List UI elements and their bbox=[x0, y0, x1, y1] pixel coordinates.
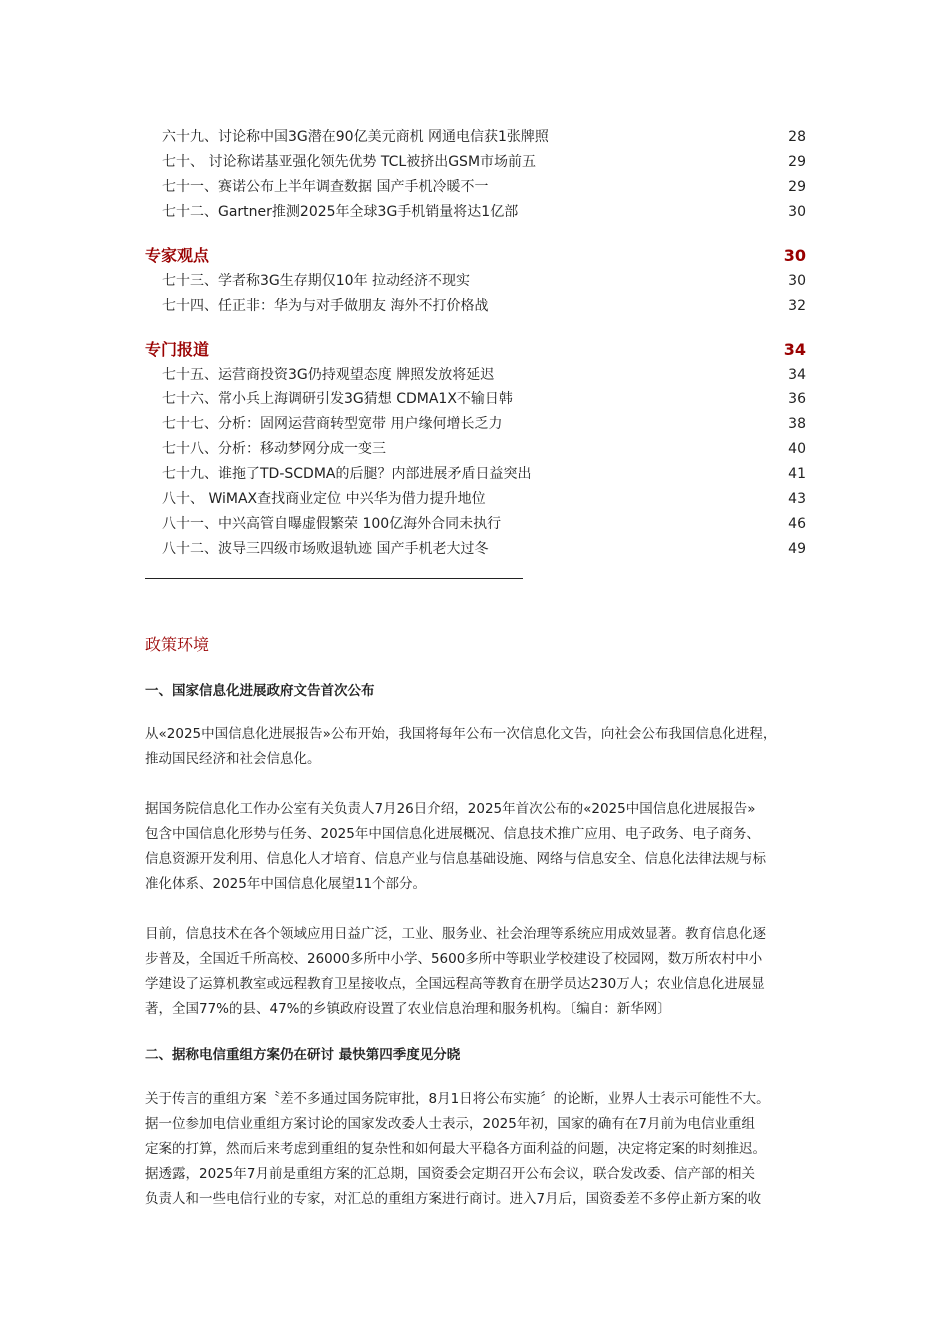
toc-item[interactable] bbox=[162, 438, 806, 460]
text-line: 据国务院信息化工作办公室有关负责人7月26日介绍，2025年首次公布的«2025中国信息化进展报告» bbox=[145, 801, 756, 817]
toc-item-page: 36 bbox=[788, 391, 806, 407]
toc-item-title: 七十七、分析：固网运营商转型宽带 用户缘何增长乏力 bbox=[162, 416, 503, 432]
toc-item[interactable] bbox=[162, 413, 806, 435]
toc-item-title: 八十、 WiMAX查找商业定位 中兴华为借力提升地位 bbox=[162, 491, 486, 507]
paragraph bbox=[145, 797, 825, 897]
paragraph bbox=[145, 1087, 825, 1212]
text-line: 步普及，全国近千所高校、26000多所中小学、5600多所中等职业学校建设了校园网，数万所农村中小 bbox=[145, 951, 763, 967]
toc-item-title: 七十五、运营商投资3G仍持观望态度 牌照发放将延迟 bbox=[162, 367, 495, 383]
toc-item-title: 七十三、学者称3G生存期仅10年 拉动经济不现实 bbox=[162, 273, 471, 289]
toc-item[interactable] bbox=[162, 463, 806, 485]
category-heading: 政策环境 bbox=[145, 635, 210, 654]
text-line: 信息资源开发利用、信息化人才培育、信息产业与信息基础设施、网络与信息安全、信息化法律法规与标 bbox=[145, 851, 766, 867]
toc-item-page: 32 bbox=[788, 298, 806, 314]
toc-item-title: 七十四、任正非：华为与对手做朋友 海外不打价格战 bbox=[162, 298, 489, 314]
toc-item-page: 29 bbox=[788, 154, 806, 170]
toc-item-page: 49 bbox=[788, 541, 806, 557]
toc-item-page: 43 bbox=[788, 491, 806, 507]
toc-section-title: 专家观点 bbox=[145, 246, 210, 265]
toc-item-page: 46 bbox=[788, 516, 806, 532]
text-line: 推动国民经济和社会信息化。 bbox=[145, 751, 321, 767]
toc-item-title: 七十、 讨论称诺基亚强化领先优势 TCL被挤出GSM市场前五 bbox=[162, 154, 537, 170]
toc-section-page: 30 bbox=[783, 246, 806, 265]
toc-item-title: 七十九、谁拖了TD-SCDMA的后腿？内部进展矛盾日益突出 bbox=[162, 466, 532, 482]
text-line: 负责人和一些电信行业的专家，对汇总的重组方案进行商讨。进入7月后，国资委差不多停止新方案的收 bbox=[145, 1191, 762, 1207]
toc-item-page: 28 bbox=[788, 129, 806, 145]
toc-section-expert[interactable] bbox=[145, 243, 806, 269]
toc-item-page: 41 bbox=[788, 466, 806, 482]
text-line: 关于传言的重组方案〝差不多通过国务院审批，8月1日将公布实施〞的论断，业界人士表示可能性不大。 bbox=[145, 1091, 770, 1107]
toc-item[interactable] bbox=[162, 176, 806, 198]
toc-item[interactable] bbox=[162, 388, 806, 410]
toc-item-title: 七十二、Gartner推测2025年全球3G手机销量将达1亿部 bbox=[162, 204, 519, 220]
toc-item[interactable] bbox=[162, 513, 806, 535]
toc-item-page: 29 bbox=[788, 179, 806, 195]
toc-section-title: 专门报道 bbox=[145, 340, 210, 359]
toc-item[interactable] bbox=[162, 201, 806, 223]
toc-item-page: 38 bbox=[788, 416, 806, 432]
toc-item-title: 八十一、中兴高管自曝虚假繁荣 100亿海外合同未执行 bbox=[162, 516, 502, 532]
toc-divider bbox=[145, 578, 523, 579]
toc-item-page: 30 bbox=[788, 204, 806, 220]
toc-item-page: 30 bbox=[788, 273, 806, 289]
toc-section-special[interactable] bbox=[145, 337, 806, 363]
toc-item-title: 六十九、讨论称中国3G潜在90亿美元商机 网通电信获1张牌照 bbox=[162, 129, 549, 145]
toc-item[interactable] bbox=[162, 295, 806, 317]
toc-item[interactable] bbox=[162, 364, 806, 386]
text-line: 著，全国77%的县、47%的乡镇政府设置了农业信息治理和服务机构。〔编自：新华网〕 bbox=[145, 1001, 671, 1017]
text-line: 目前，信息技术在各个领域应用日益广泛，工业、服务业、社会治理等系统应用成效显著。教育信息化逐 bbox=[145, 926, 766, 942]
article-heading: 一、国家信息化进展政府文告首次公布 bbox=[145, 683, 375, 699]
toc-item[interactable] bbox=[162, 126, 806, 148]
text-line: 学建设了运算机教室或远程教育卫星接收点，全国远程高等教育在册学员达230万人；农业信息化进展显 bbox=[145, 976, 765, 992]
article-heading: 二、据称电信重组方案仍在研讨 最快第四季度见分晓 bbox=[145, 1047, 461, 1063]
text-line: 从«2025中国信息化进展报告»公布开始，我国将每年公布一次信息化文告，向社会公布我国信息化进程， bbox=[145, 726, 777, 742]
toc-item-title: 七十八、分析：移动梦网分成一变三 bbox=[162, 441, 386, 457]
toc-item-title: 八十二、波导三四级市场败退轨迹 国产手机老大过冬 bbox=[162, 541, 489, 557]
toc-item[interactable] bbox=[162, 151, 806, 173]
toc-item[interactable] bbox=[162, 538, 806, 560]
toc-item-page: 40 bbox=[788, 441, 806, 457]
toc-section-page: 34 bbox=[783, 340, 806, 359]
text-line: 包含中国信息化形势与任务、2025年中国信息化进展概况、信息技术推广应用、电子政务、电子商务、 bbox=[145, 826, 760, 842]
text-line: 据透露，2025年7月前是重组方案的汇总期，国资委会定期召开公布会议，联合发改委、信产部的相关 bbox=[145, 1166, 755, 1182]
text-line: 据一位参加电信业重组方案讨论的国家发改委人士表示，2025年初，国家的确有在7月前为电信业重组 bbox=[145, 1116, 755, 1132]
text-line: 准化体系、2025年中国信息化展望11个部分。 bbox=[145, 876, 427, 892]
text-line: 定案的打算，然而后来考虑到重组的复杂性和如何最大平稳各方面利益的问题，决定将定案的时刻推迟。 bbox=[145, 1141, 766, 1157]
paragraph bbox=[145, 722, 825, 772]
toc-item-title: 七十一、赛诺公布上半年调查数据 国产手机冷暖不一 bbox=[162, 179, 489, 195]
toc-item[interactable] bbox=[162, 270, 806, 292]
toc-item-page: 34 bbox=[788, 367, 806, 383]
toc-item-title: 七十六、常小兵上海调研引发3G猜想 CDMA1X不输日韩 bbox=[162, 391, 513, 407]
toc-item[interactable] bbox=[162, 488, 806, 510]
paragraph bbox=[145, 922, 825, 1022]
